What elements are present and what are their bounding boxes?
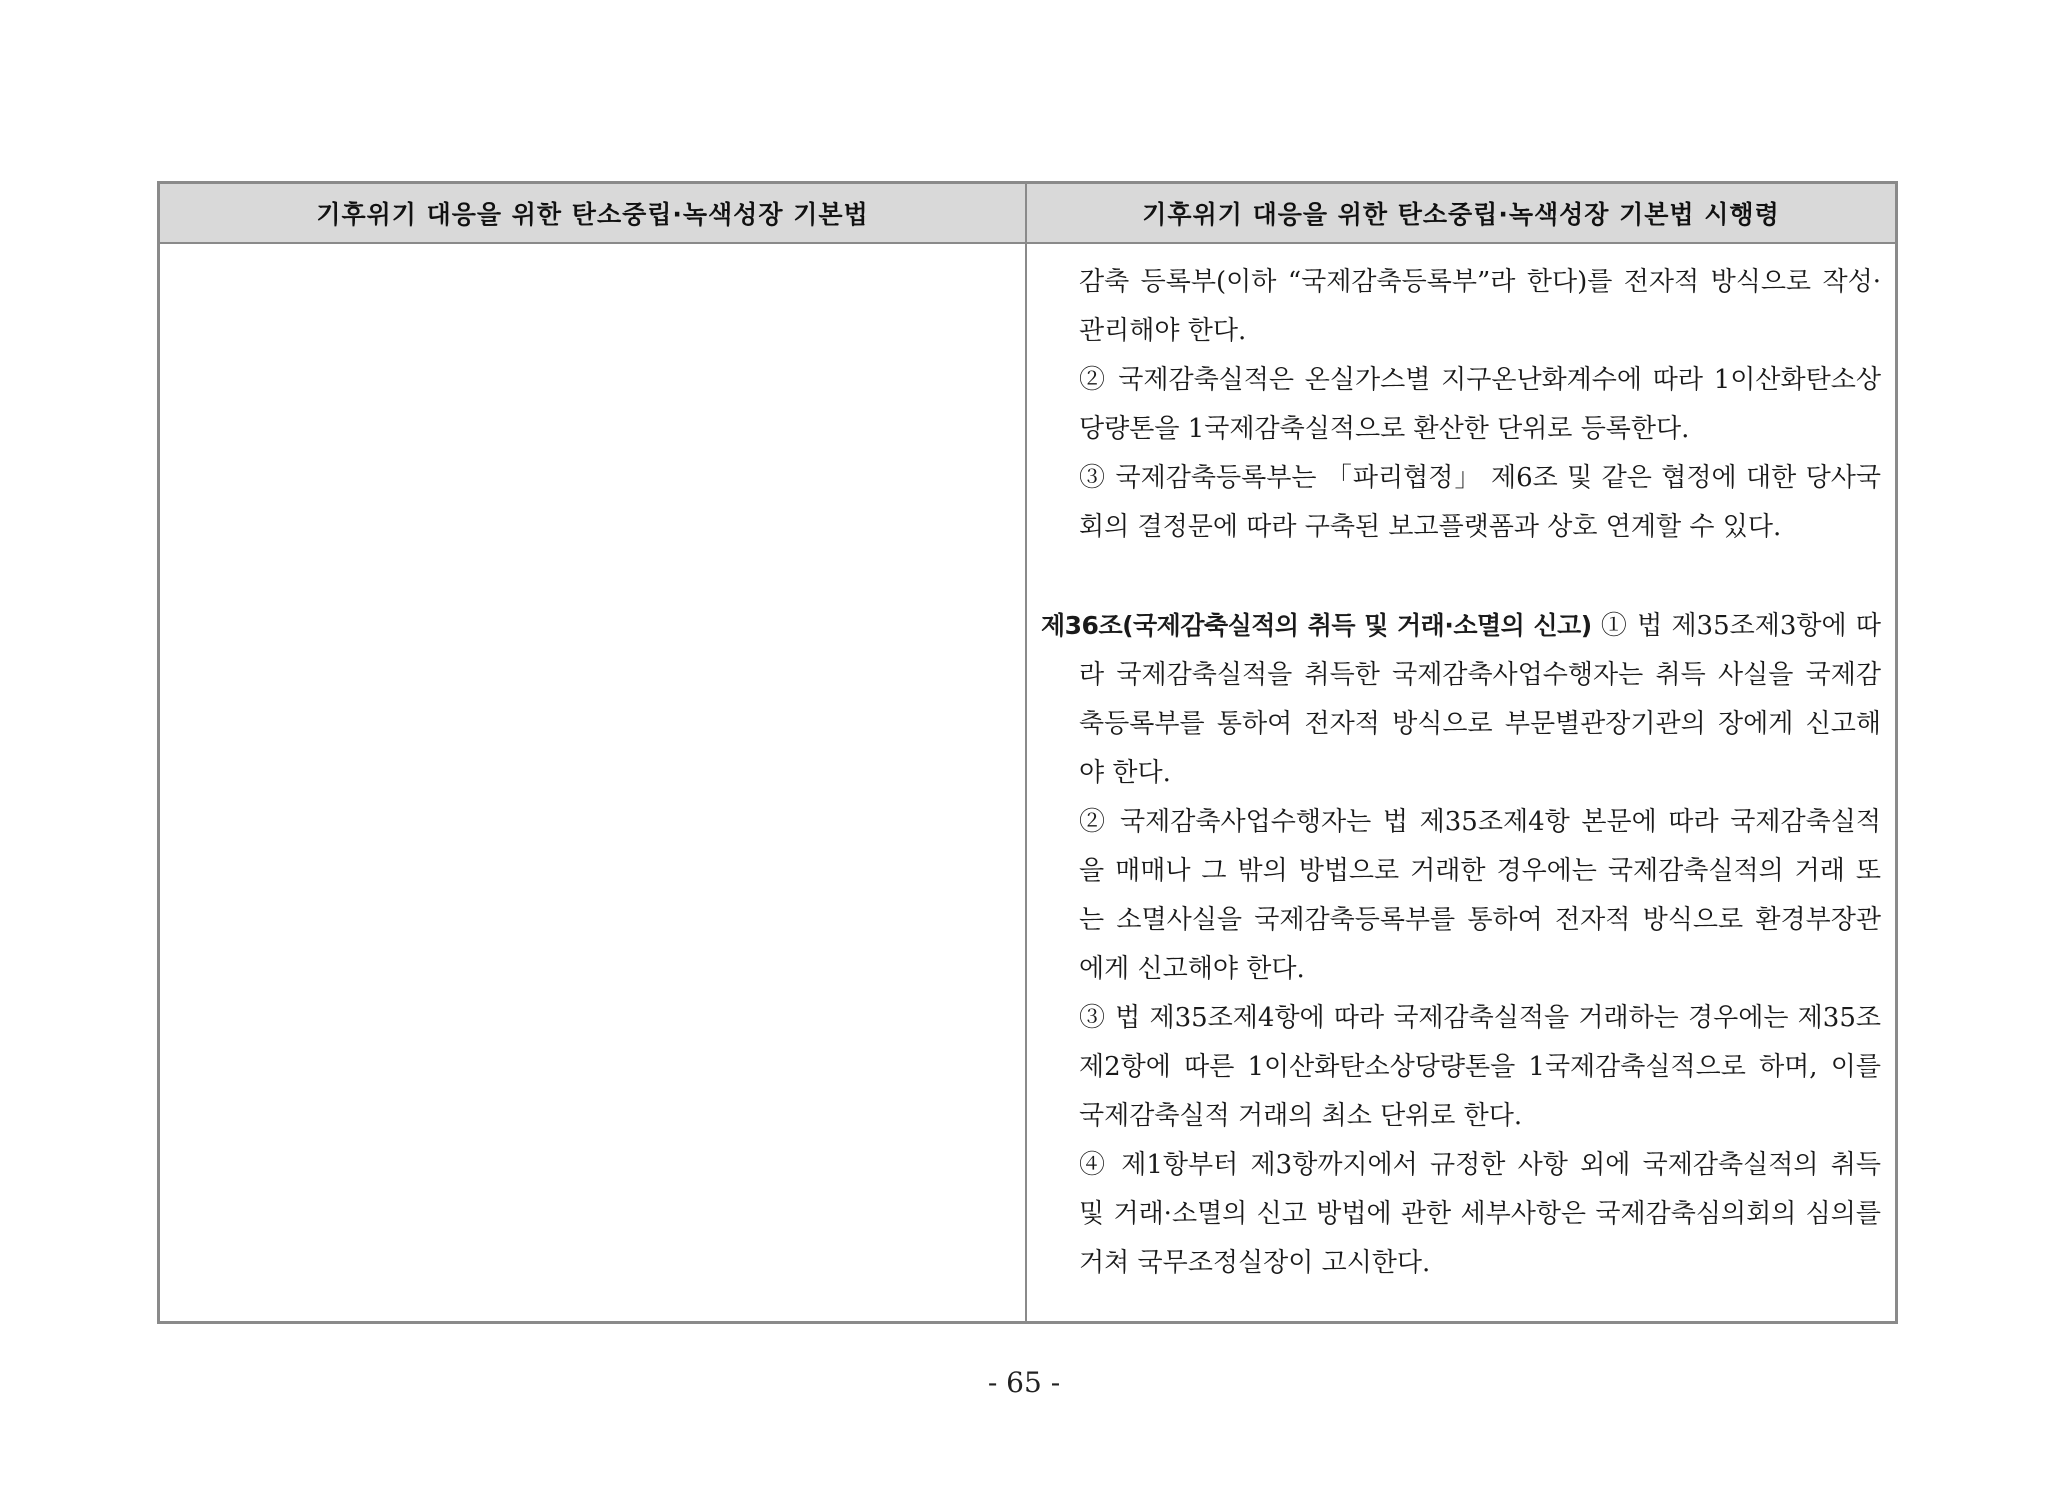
article-36-paragraph-1 — [1041, 601, 1881, 798]
article-36-paragraph-4: ④ 제1항부터 제3항까지에서 규정한 사항 외에 국제감축실적의 취득 및 거래·소멸의 신고 방법에 관한 세부사항은 국제감축심의회의 심의를 거쳐 국무조정실장이 고시한다. — [1079, 1150, 1881, 1278]
table-header — [160, 184, 1895, 244]
paragraph-2: ② 국제감축실적은 온실가스별 지구온난화계수에 따라 1이산화탄소상당량톤을 1국제감축실적으로 환산한 단위로 등록한다. — [1079, 365, 1881, 444]
article-36-paragraph-3: ③ 법 제35조제4항에 따라 국제감축실적을 거래하는 경우에는 제35조제2항에 따른 1이산화탄소상당량톤을 1국제감축실적으로 하며, 이를 국제감축실적 거래의 최소 단위로 한다. — [1079, 1003, 1881, 1131]
article-36-paragraph-1-text: ① 법 제35조제3항에 따라 국제감축실적을 취득한 국제감축사업수행자는 취득 사실을 국제감축등록부를 통하여 전자적 방식으로 부문별관장기관의 장에게 신고해야 한다. — [1079, 611, 1881, 788]
law-comparison-table — [157, 181, 1898, 1324]
decree-column — [1027, 244, 1895, 1321]
header-decree-title: 기후위기 대응을 위한 탄소중립·녹색성장 기본법 시행령 — [1142, 200, 1780, 229]
paragraph-continued: 감축 등록부(이하 “국제감축등록부”라 한다)를 전자적 방식으로 작성·관리해야 한다. — [1079, 267, 1881, 346]
article-36-paragraph-2: ② 국제감축사업수행자는 법 제35조제4항 본문에 따라 국제감축실적을 매매나 그 밖의 방법으로 거래한 경우에는 국제감축실적의 거래 또는 소멸사실을 국제감축등록부를 통하여 전자적 방식으로 환경부장관에게 신고해야 한다. — [1079, 807, 1881, 984]
paragraph-3: ③ 국제감축등록부는 「파리협정」 제6조 및 같은 협정에 대한 당사국회의 결정문에 따라 구축된 보고플랫폼과 상호 연계할 수 있다. — [1079, 463, 1881, 542]
law-column-empty — [160, 244, 1027, 1321]
page-number: - 65 - — [987, 1366, 1061, 1399]
header-law-title: 기후위기 대응을 위한 탄소중립·녹색성장 기본법 — [160, 184, 1027, 242]
table-body — [160, 244, 1895, 1321]
article-36-title: 제36조(국제감축실적의 취득 및 거래·소멸의 신고) — [1041, 611, 1592, 640]
